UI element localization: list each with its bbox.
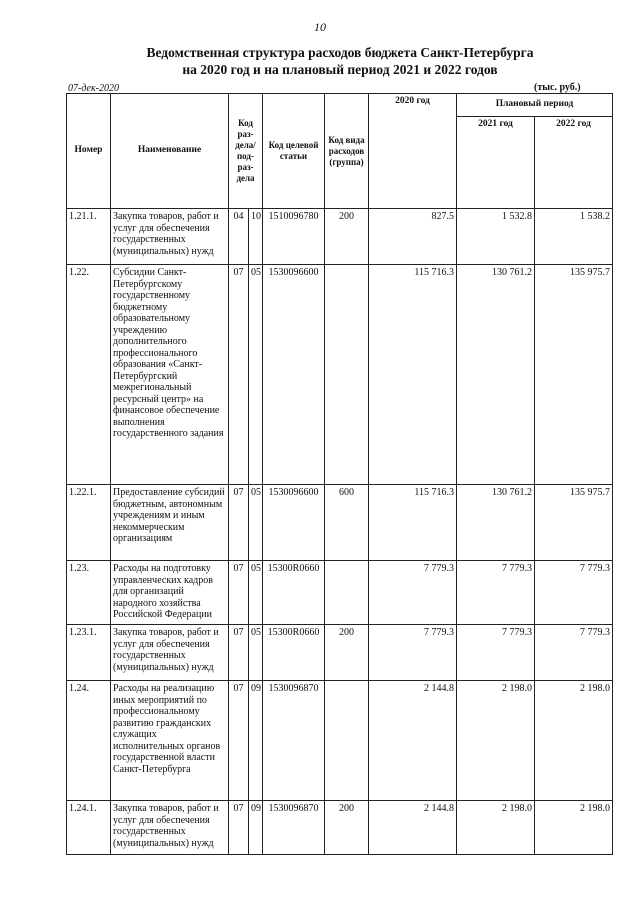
row-target: 1530096600 [263,265,325,485]
table-row [67,265,613,485]
row-target: 1510096780 [263,209,325,265]
header-number: Номер [67,94,111,209]
row-name: Закупка товаров, работ и услуг для обеспечения государственных (муниципальных) нужд [111,801,229,855]
row-number: 1.21.1. [67,209,111,265]
row-name: Субсидии Санкт-Петербургскому государственному бюджетному образовательному учреждению дополнительного профессионального образования «Санкт-Петербургский межрегиональный ресурсный центр» на финансовое обеспечение выполнения государственного задания [111,265,229,485]
document-title [60,44,620,78]
row-expense-type [325,561,369,625]
row-2022: 1 538.2 [535,209,613,265]
row-2022: 135 975.7 [535,265,613,485]
row-2021: 130 761.2 [457,485,535,561]
row-subsection: 05 [249,265,263,485]
table-row [67,801,613,855]
row-2020: 2 144.8 [369,801,457,855]
table-row [67,625,613,681]
row-section: 07 [229,265,249,485]
row-2020: 115 716.3 [369,265,457,485]
row-2020: 827.5 [369,209,457,265]
row-number: 1.24.1. [67,801,111,855]
row-subsection: 09 [249,681,263,801]
header-2021: 2021 год [457,117,535,209]
header-name: Наименование [111,94,229,209]
row-2022: 2 198.0 [535,801,613,855]
row-section: 07 [229,485,249,561]
row-number: 1.23. [67,561,111,625]
row-target: 15300R0660 [263,561,325,625]
row-number: 1.22.1. [67,485,111,561]
row-2021: 130 761.2 [457,265,535,485]
header-2022: 2022 год [535,117,613,209]
row-2021: 2 198.0 [457,801,535,855]
header-expense-type: Код вида расходов (группа) [325,94,369,209]
row-section: 07 [229,681,249,801]
row-number: 1.22. [67,265,111,485]
document-date: 07-дек-2020 [68,83,119,94]
row-2020: 115 716.3 [369,485,457,561]
row-name: Предоставление субсидий бюджетным, автономным учреждениям и иным некоммерческим организациям [111,485,229,561]
row-section: 07 [229,801,249,855]
row-2021: 1 532.8 [457,209,535,265]
row-target: 1530096870 [263,801,325,855]
row-target: 15300R0660 [263,625,325,681]
row-expense-type [325,681,369,801]
row-subsection: 10 [249,209,263,265]
table-row [67,209,613,265]
page-number: 10 [314,20,326,34]
row-2020: 7 779.3 [369,625,457,681]
units-label: (тыс. руб.) [534,82,581,93]
header-target: Код целевой статьи [263,94,325,209]
table-row [67,561,613,625]
row-section: 07 [229,561,249,625]
row-target: 1530096870 [263,681,325,801]
title-line-1: Ведомственная структура расходов бюджета Санкт-Петербурга [146,45,534,60]
row-subsection: 05 [249,561,263,625]
row-section: 07 [229,625,249,681]
row-expense-type: 200 [325,209,369,265]
row-number: 1.23.1. [67,625,111,681]
row-subsection: 09 [249,801,263,855]
header-section: Код раз- дела/ под- раз- дела [229,94,263,209]
row-2022: 2 198.0 [535,681,613,801]
row-2021: 2 198.0 [457,681,535,801]
row-number: 1.24. [67,681,111,801]
row-2022: 135 975.7 [535,485,613,561]
header-2020: 2020 год [369,94,457,209]
row-2022: 7 779.3 [535,625,613,681]
row-expense-type [325,265,369,485]
row-subsection: 05 [249,625,263,681]
row-target: 1530096600 [263,485,325,561]
row-2021: 7 779.3 [457,625,535,681]
row-subsection: 05 [249,485,263,561]
row-2020: 7 779.3 [369,561,457,625]
row-name: Расходы на подготовку управленческих кадров для организаций народного хозяйства Российской Федерации [111,561,229,625]
row-expense-type: 200 [325,801,369,855]
table-row [67,485,613,561]
table-row [67,681,613,801]
row-name: Закупка товаров, работ и услуг для обеспечения государственных (муниципальных) нужд [111,209,229,265]
row-section: 04 [229,209,249,265]
row-2021: 7 779.3 [457,561,535,625]
header-planned-period: Плановый период [457,94,613,117]
budget-table [66,93,613,855]
row-2020: 2 144.8 [369,681,457,801]
row-name: Закупка товаров, работ и услуг для обеспечения государственных (муниципальных) нужд [111,625,229,681]
row-expense-type: 200 [325,625,369,681]
title-line-2: на 2020 год и на плановый период 2021 и 2022 годов [182,62,498,77]
row-expense-type: 600 [325,485,369,561]
row-2022: 7 779.3 [535,561,613,625]
row-name: Расходы на реализацию иных мероприятий по профессиональному развитию гражданских служащих исполнительных органов государственной власти Санкт-Петербурга [111,681,229,801]
